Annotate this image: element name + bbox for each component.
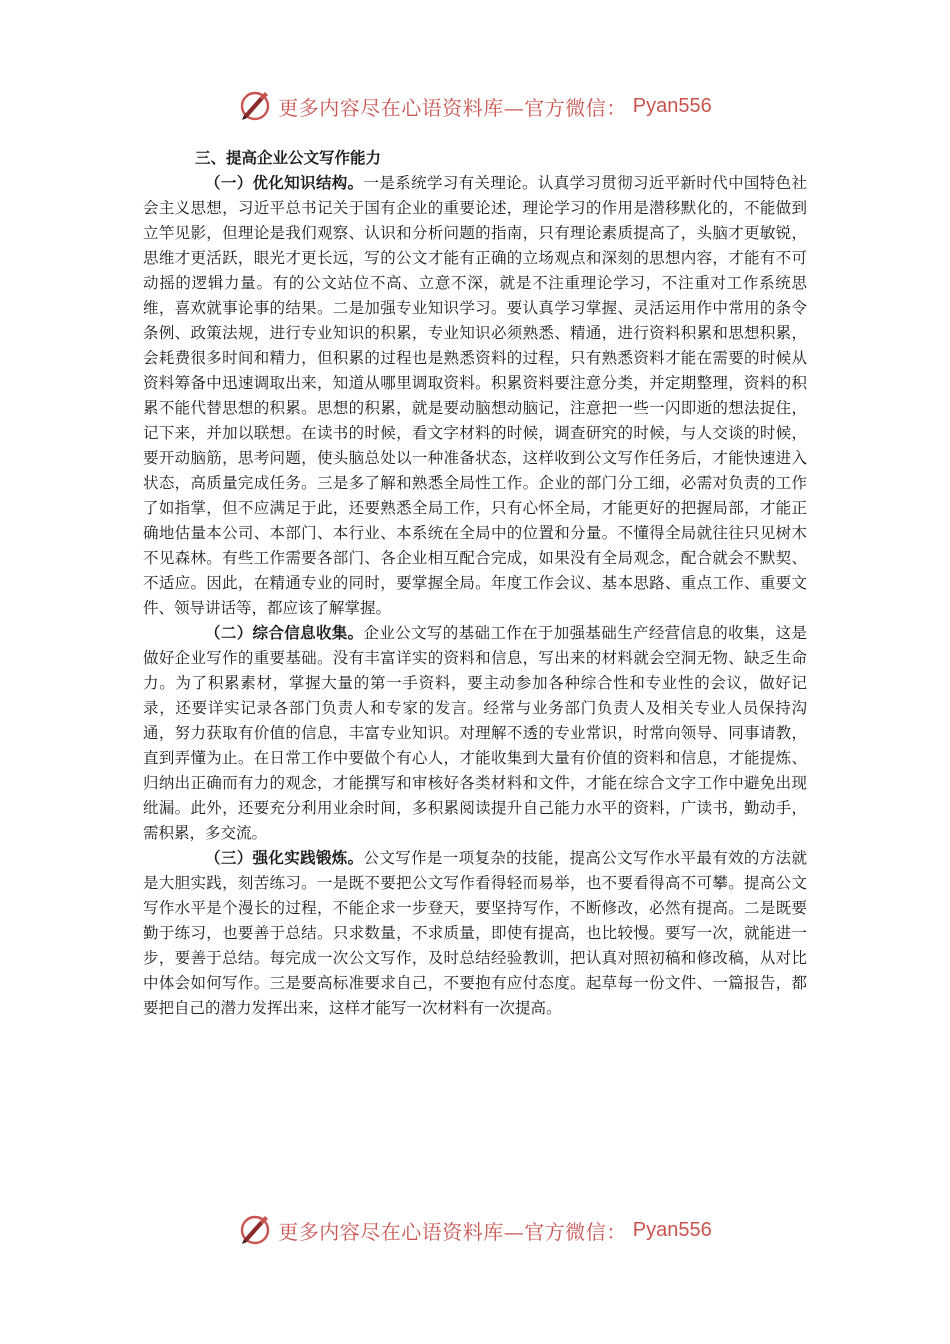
paragraph-practice [143, 846, 807, 1021]
paragraph-knowledge-structure [143, 171, 807, 621]
footer-banner-text: 更多内容尽在心语资料库—官方微信： [278, 1219, 627, 1244]
section-heading: 三、提高企业公文写作能力 [195, 149, 382, 167]
paragraph-body: 企业公文写的基础工作在于加强基础生产经营信息的收集，这是做好企业写作的重要基础。没有丰富详实的资料和信息，写出来的材料就会空洞无物、缺乏生命力。为了积累素材，掌握大量的第一手资料，要主动参加各种综合性和专业性的会议，做好记录，还要详实记录各部门负责人和专家的发言。经常与业务部门负责人及相关专业人员保持沟通，努力获取有价值的信息，丰富专业知识。对理解不透的专业常识，时常向领导、同事请教，直到弄懂为止。在日常工作中要做个有心人，才能收集到大量有价值的资料和信息，才能提炼、归纳出正确而有力的观念，才能撰写和审核好各类材料和文件，才能在综合文字工作中避免出现纰漏。此外，还要充分利用业余时间，多积累阅读提升自己能力水平的资料，广读书，勤动手，需积累，多交流。 [143, 624, 807, 842]
paragraph-information-collection [143, 621, 807, 846]
header-banner-text: 更多内容尽在心语资料库—官方微信： [278, 95, 627, 120]
paragraph-lead: （一）优化知识结构。 [205, 174, 364, 192]
pen-logo-icon [238, 89, 272, 123]
document-body [143, 146, 807, 1021]
footer-watermark-banner [0, 1208, 950, 1252]
pen-logo-icon [238, 1213, 272, 1247]
footer-wechat-id: Pyan556 [632, 1218, 712, 1241]
paragraph-body: 公文写作是一项复杂的技能，提高公文写作水平最有效的方法就是大胆实践，刻苦练习。一是既不要把公文写作看得轻而易举，也不要看得高不可攀。提高公文写作水平是个漫长的过程，不能企求一步登天，要坚持写作，不断修改，必然有提高。二是既要勤于练习，也要善于总结。只求数量，不求质量，即使有提高，也比较慢。要写一次，就能进一步，要善于总结。每完成一次公文写作，及时总结经验教训，把认真对照初稿和修改稿，从对比中体会如何写作。三是要高标准要求自己，不要抱有应付态度。起草每一份文件、一篇报告，都要把自己的潜力发挥出来，这样才能写一次材料有一次提高。 [143, 849, 807, 1017]
paragraph-lead: （二）综合信息收集。 [205, 624, 364, 642]
paragraph-body: 一是系统学习有关理论。认真学习贯彻习近平新时代中国特色社会主义思想，习近平总书记关于国有企业的重要论述，理论学习的作用是潜移默化的，不能做到立竿见影，但理论是我们观察、认识和分析问题的指南，只有理论素质提高了，头脑才更敏锐，思维才更活跃，眼光才更长远，写的公文才能有正确的立场观点和深刻的思想内容，才能有不可动摇的逻辑力量。有的公文站位不高、立意不深，就是不注重理论学习，不注重对工作系统思维，喜欢就事论事的结果。二是加强专业知识学习。要认真学习掌握、灵活运用作中常用的条令条例、政策法规，进行专业知识的积累，专业知识必须熟悉、精通，进行资料积累和思想积累，会耗费很多时间和精力，但积累的过程也是熟悉资料的过程，只有熟悉资料才能在需要的时候从资料筹备中迅速调取出来，知道从哪里调取资料。积累资料要注意分类，并定期整理，资料的积累不能代替思想的积累。思想的积累，就是要动脑想动脑记，注意把一些一闪即逝的想法捉住，记下来，并加以联想。在读书的时候，看文字材料的时候，调查研究的时候，与人交谈的时候，要开动脑筋，思考问题，使头脑总处以一种准备状态，这样收到公文写作任务后，才能快速进入状态，高质量完成任务。三是多了解和熟悉全局性工作。企业的部门分工细，必需对负责的工作了如指掌，但不应满足于此，还要熟悉全局工作，只有心怀全局，才能更好的把握局部，才能正确地估量本公司、本部门、本行业、本系统在全局中的位置和分量。不懂得全局就往往只见树木不见森林。有些工作需要各部门、各企业相互配合完成，如果没有全局观念，配合就会不默契、不适应。因此，在精通专业的同时，要掌握全局。年度工作会议、基本思路、重点工作、重要文件、领导讲话等，都应该了解掌握。 [143, 174, 807, 617]
paragraph-lead: （三）强化实践锻炼。 [205, 849, 364, 867]
header-watermark-banner [0, 84, 950, 128]
header-wechat-id: Pyan556 [632, 94, 712, 117]
